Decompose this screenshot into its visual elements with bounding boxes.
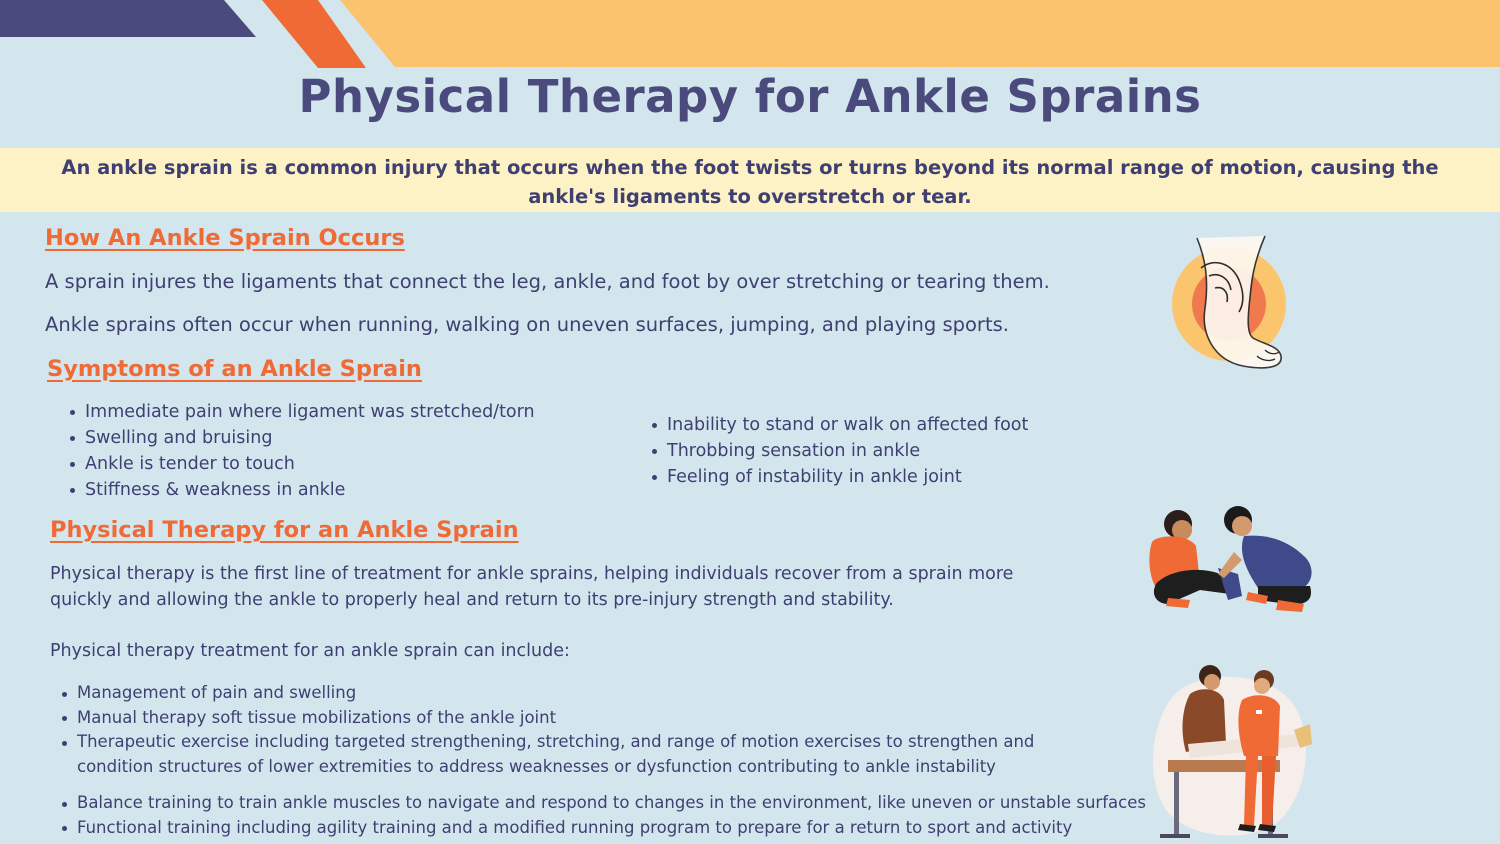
heading-symptoms: Symptoms of an Ankle Sprain <box>47 356 422 382</box>
page-title: Physical Therapy for Ankle Sprains <box>298 70 1202 123</box>
list-item: Manual therapy soft tissue mobilizations of the ankle joint <box>77 706 1146 731</box>
list-item: Management of pain and swelling <box>77 681 1146 706</box>
list-item: Stiffness & weakness in ankle <box>85 477 535 503</box>
list-item: Feeling of instability in ankle joint <box>667 464 1028 490</box>
ankle-pain-illustration <box>1165 228 1295 378</box>
occurs-paragraph-1: A sprain injures the ligaments that connect the leg, ankle, and foot by over stretching or tearing them. <box>45 270 1050 293</box>
intro-text: An ankle sprain is a common injury that occurs when the foot twists or turns beyond its normal range of motion, causing the ankle's ligaments to overstretch or tear. <box>61 156 1439 208</box>
list-item: Inability to stand or walk on affected foot <box>667 412 1028 438</box>
list-item: Functional training including agility training and a modified running program to prepare for a return to sport and activity <box>77 816 1146 841</box>
list-item: Therapeutic exercise including targeted strengthening, stretching, and range of motion exercises to strengthen and condition structures of lower extremities to address weaknesses or dysfunction contributing to ankle instability <box>77 730 1037 779</box>
list-item: Immediate pain where ligament was stretched/torn <box>85 399 535 425</box>
occurs-paragraph-2: Ankle sprains often occur when running, walking on uneven surfaces, jumping, and playing sports. <box>45 313 1009 336</box>
list-item: Balance training to train ankle muscles to navigate and respond to changes in the environment, like uneven or unstable surfaces <box>77 791 1146 816</box>
list-item: Swelling and bruising <box>85 425 535 451</box>
heading-how-sprain-occurs: How An Ankle Sprain Occurs <box>45 225 405 251</box>
treatment-list <box>57 681 1146 840</box>
header-decoration <box>0 0 1500 70</box>
list-item: Ankle is tender to touch <box>85 451 535 477</box>
pt-lead: Physical therapy treatment for an ankle sprain can include: <box>50 641 570 661</box>
heading-physical-therapy: Physical Therapy for an Ankle Sprain <box>50 517 519 543</box>
symptoms-list-right <box>647 412 1028 490</box>
pt-paragraph: Physical therapy is the first line of treatment for ankle sprains, helping individuals recover from a sprain more quickly and allowing the ankle to properly heal and return to its pre-injury strength and stability. <box>50 564 1014 610</box>
symptoms-list-left <box>65 399 535 503</box>
therapist-examining-ankle-illustration <box>1138 500 1323 620</box>
list-item: Throbbing sensation in ankle <box>667 438 1028 464</box>
therapist-stretching-leg-illustration <box>1150 660 1315 844</box>
